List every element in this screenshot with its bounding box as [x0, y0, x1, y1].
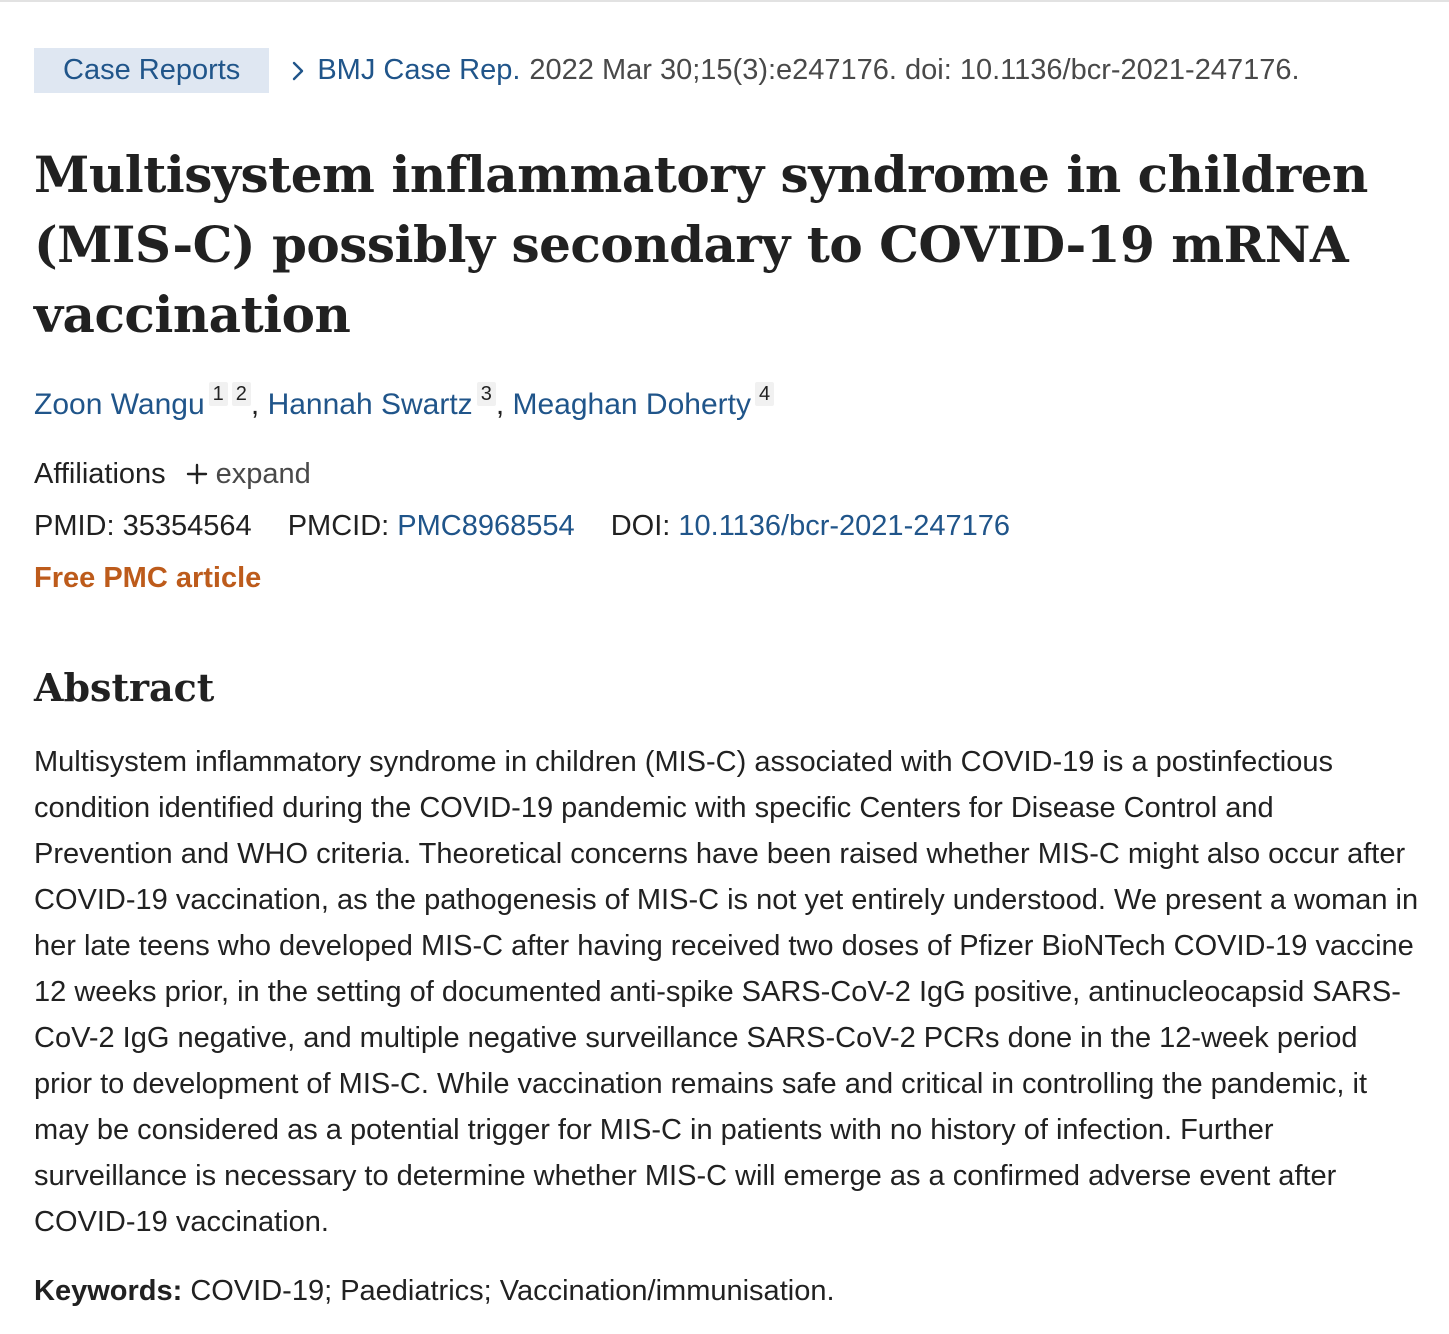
identifiers-row [34, 502, 1010, 550]
citation-text: 2022 Mar 30;15(3):e247176. doi: 10.1136/bcr-2021-247176. [529, 54, 1300, 86]
affiliation-ref[interactable]: 3 [477, 382, 496, 406]
author-link[interactable]: Hannah Swartz [267, 388, 473, 421]
pmcid-label: PMCID: [287, 510, 390, 542]
free-pmc-article-badge: Free PMC article [34, 562, 262, 594]
expand-affiliations-button[interactable]: expand [215, 458, 311, 490]
affiliation-ref[interactable]: 4 [755, 382, 774, 406]
affiliation-ref[interactable]: 2 [232, 382, 251, 406]
author-separator: , [495, 388, 513, 421]
publication-type-link[interactable]: Case Reports [34, 48, 269, 93]
authors-list [34, 380, 774, 430]
abstract-heading: Abstract [34, 665, 215, 710]
keywords-value: COVID-19; Paediatrics; Vaccination/immunisation. [190, 1275, 835, 1307]
article-title: Multisystem inflammatory syndrome in children (MIS-C) possibly secondary to COVID-19 mRNA vaccination [34, 145, 1368, 344]
affiliation-ref[interactable]: 1 [209, 382, 228, 406]
top-divider [0, 0, 1449, 2]
pmid-label: PMID: [34, 510, 115, 542]
keywords-label: Keywords: [34, 1275, 183, 1307]
author-link[interactable]: Zoon Wangu [34, 388, 205, 421]
plus-icon[interactable] [186, 463, 208, 485]
keywords-row [34, 1268, 835, 1314]
pmid-value: 35354564 [122, 510, 252, 542]
breadcrumb [34, 48, 1300, 93]
pmcid-link[interactable]: PMC8968554 [397, 510, 575, 542]
affiliations-label: Affiliations [34, 458, 166, 490]
affiliations-row [34, 450, 311, 498]
abstract-text: Multisystem inflammatory syndrome in children (MIS-C) associated with COVID-19 is a postinfectious condition identified during the COVID-19 pandemic with specific Centers for Disease Control and Prevention and WHO criteria. Theoretical concerns have been raised whether MIS-C might also occur after COVID-19 vaccination, as the pathogenesis of MIS-C is not yet entirely understood. We present a woman in her late teens who developed MIS-C after having received two doses of Pfizer BioNTech COVID-19 vaccine 12 weeks prior, in the setting of documented anti-spike SARS-CoV-2 IgG positive, antinucleocapsid SARS-CoV-2 IgG negative, and multiple negative surveillance SARS-CoV-2 PCRs done in the 12-week period prior to development of MIS-C. While vaccination remains safe and critical in controlling the pandemic, it may be considered as a potential trigger for MIS-C in patients with no history of infection. Further surveillance is necessary to determine whether MIS-C will emerge as a confirmed adverse event after COVID-19 vaccination. [34, 746, 1419, 1238]
author-separator: , [250, 388, 268, 421]
doi-label: DOI: [610, 510, 671, 542]
doi-link[interactable]: 10.1136/bcr-2021-247176 [678, 510, 1010, 542]
chevron-right-icon [291, 48, 309, 93]
author-link[interactable]: Meaghan Doherty [512, 388, 751, 421]
journal-link[interactable]: BMJ Case Rep. [317, 54, 521, 86]
